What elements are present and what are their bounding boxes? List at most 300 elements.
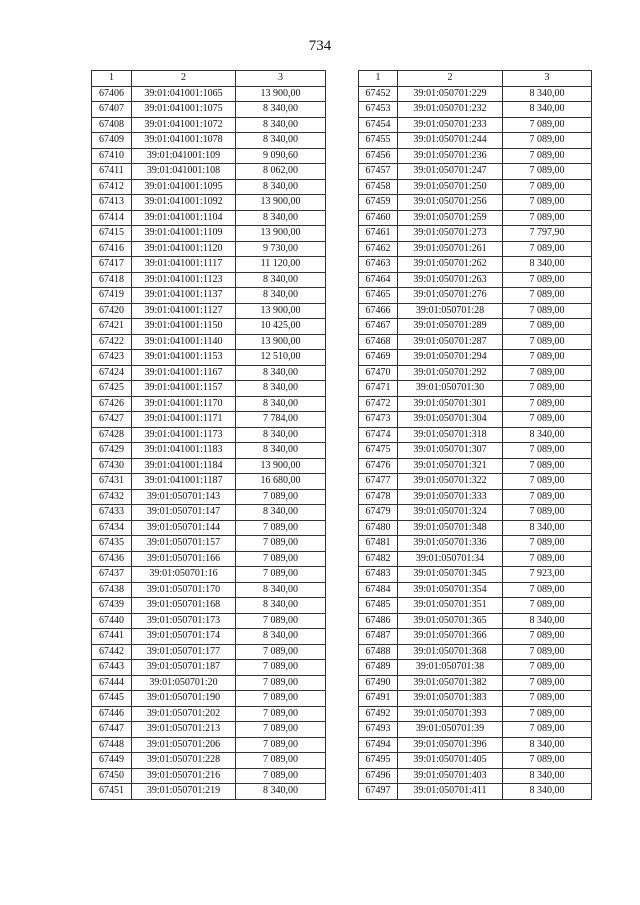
value-cell: 7 784,00 bbox=[236, 412, 326, 428]
table-row bbox=[92, 164, 326, 180]
value-cell: 7 089,00 bbox=[503, 412, 592, 428]
table-row bbox=[92, 784, 326, 800]
table-row bbox=[359, 303, 592, 319]
cadastral-number-cell: 39:01:041001:1137 bbox=[132, 288, 236, 304]
value-cell: 8 340,00 bbox=[236, 365, 326, 381]
table-row bbox=[92, 334, 326, 350]
table-row bbox=[359, 768, 592, 784]
column-header-3: 3 bbox=[236, 71, 326, 87]
row-number-cell: 67443 bbox=[92, 660, 132, 676]
table-row bbox=[359, 117, 592, 133]
row-number-cell: 67475 bbox=[359, 443, 398, 459]
value-cell: 7 089,00 bbox=[503, 241, 592, 257]
table-row bbox=[92, 644, 326, 660]
row-number-cell: 67426 bbox=[92, 396, 132, 412]
row-number-cell: 67447 bbox=[92, 722, 132, 738]
table-row bbox=[92, 458, 326, 474]
row-number-cell: 67429 bbox=[92, 443, 132, 459]
value-cell: 7 089,00 bbox=[236, 536, 326, 552]
row-number-cell: 67419 bbox=[92, 288, 132, 304]
table-row bbox=[359, 133, 592, 149]
table-row bbox=[359, 443, 592, 459]
cadastral-number-cell: 39:01:050701:232 bbox=[398, 102, 503, 118]
cadastral-number-cell: 39:01:050701:262 bbox=[398, 257, 503, 273]
row-number-cell: 67466 bbox=[359, 303, 398, 319]
table-row bbox=[92, 629, 326, 645]
cadastral-number-cell: 39:01:050701:28 bbox=[398, 303, 503, 319]
right-table bbox=[358, 70, 592, 800]
row-number-cell: 67433 bbox=[92, 505, 132, 521]
cadastral-number-cell: 39:01:041001:1153 bbox=[132, 350, 236, 366]
row-number-cell: 67435 bbox=[92, 536, 132, 552]
row-number-cell: 67424 bbox=[92, 365, 132, 381]
cadastral-number-cell: 39:01:041001:1170 bbox=[132, 396, 236, 412]
value-cell: 9 730,00 bbox=[236, 241, 326, 257]
table-row bbox=[359, 288, 592, 304]
value-cell: 7 089,00 bbox=[503, 148, 592, 164]
value-cell: 7 089,00 bbox=[503, 474, 592, 490]
table-row bbox=[359, 164, 592, 180]
table-row bbox=[359, 722, 592, 738]
value-cell: 10 425,00 bbox=[236, 319, 326, 335]
value-cell: 7 797,90 bbox=[503, 226, 592, 242]
value-cell: 8 340,00 bbox=[236, 102, 326, 118]
table-row bbox=[359, 226, 592, 242]
row-number-cell: 67421 bbox=[92, 319, 132, 335]
cadastral-number-cell: 39:01:050701:143 bbox=[132, 489, 236, 505]
table-row bbox=[92, 272, 326, 288]
table-row bbox=[359, 520, 592, 536]
value-cell: 7 089,00 bbox=[503, 288, 592, 304]
row-number-cell: 67415 bbox=[92, 226, 132, 242]
cadastral-number-cell: 39:01:041001:1127 bbox=[132, 303, 236, 319]
cadastral-number-cell: 39:01:041001:1150 bbox=[132, 319, 236, 335]
table-row bbox=[92, 582, 326, 598]
value-cell: 7 089,00 bbox=[236, 753, 326, 769]
table-row bbox=[92, 350, 326, 366]
right-table-body bbox=[359, 86, 592, 799]
row-number-cell: 67411 bbox=[92, 164, 132, 180]
value-cell: 7 089,00 bbox=[503, 396, 592, 412]
cadastral-number-cell: 39:01:050701:228 bbox=[132, 753, 236, 769]
cadastral-number-cell: 39:01:041001:108 bbox=[132, 164, 236, 180]
table-row bbox=[92, 319, 326, 335]
cadastral-number-cell: 39:01:041001:1104 bbox=[132, 210, 236, 226]
value-cell: 8 340,00 bbox=[503, 784, 592, 800]
table-row bbox=[359, 102, 592, 118]
value-cell: 11 120,00 bbox=[236, 257, 326, 273]
table-row bbox=[92, 396, 326, 412]
cadastral-number-cell: 39:01:050701:382 bbox=[398, 675, 503, 691]
row-number-cell: 67432 bbox=[92, 489, 132, 505]
table-row bbox=[92, 133, 326, 149]
cadastral-number-cell: 39:01:050701:144 bbox=[132, 520, 236, 536]
cadastral-number-cell: 39:01:050701:368 bbox=[398, 644, 503, 660]
value-cell: 7 089,00 bbox=[236, 613, 326, 629]
row-number-cell: 67408 bbox=[92, 117, 132, 133]
row-number-cell: 67423 bbox=[92, 350, 132, 366]
table-row bbox=[92, 567, 326, 583]
row-number-cell: 67462 bbox=[359, 241, 398, 257]
row-number-cell: 67489 bbox=[359, 660, 398, 676]
cadastral-number-cell: 39:01:050701:321 bbox=[398, 458, 503, 474]
value-cell: 7 089,00 bbox=[236, 520, 326, 536]
value-cell: 7 089,00 bbox=[503, 210, 592, 226]
table-row bbox=[359, 737, 592, 753]
row-number-cell: 67465 bbox=[359, 288, 398, 304]
value-cell: 7 089,00 bbox=[503, 319, 592, 335]
cadastral-number-cell: 39:01:050701:322 bbox=[398, 474, 503, 490]
row-number-cell: 67458 bbox=[359, 179, 398, 195]
table-row bbox=[359, 241, 592, 257]
cadastral-number-cell: 39:01:050701:289 bbox=[398, 319, 503, 335]
cadastral-number-cell: 39:01:050701:273 bbox=[398, 226, 503, 242]
value-cell: 8 340,00 bbox=[236, 443, 326, 459]
cadastral-number-cell: 39:01:050701:256 bbox=[398, 195, 503, 211]
value-cell: 7 089,00 bbox=[503, 458, 592, 474]
table-row bbox=[92, 722, 326, 738]
cadastral-number-cell: 39:01:050701:170 bbox=[132, 582, 236, 598]
cadastral-number-cell: 39:01:050701:294 bbox=[398, 350, 503, 366]
table-row bbox=[92, 505, 326, 521]
table-row bbox=[359, 210, 592, 226]
cadastral-number-cell: 39:01:050701:38 bbox=[398, 660, 503, 676]
row-number-cell: 67430 bbox=[92, 458, 132, 474]
cadastral-number-cell: 39:01:050701:202 bbox=[132, 706, 236, 722]
cadastral-number-cell: 39:01:050701:287 bbox=[398, 334, 503, 350]
row-number-cell: 67469 bbox=[359, 350, 398, 366]
row-number-cell: 67427 bbox=[92, 412, 132, 428]
cadastral-number-cell: 39:01:050701:247 bbox=[398, 164, 503, 180]
cadastral-number-cell: 39:01:050701:345 bbox=[398, 567, 503, 583]
table-row bbox=[359, 598, 592, 614]
table-row bbox=[359, 86, 592, 102]
row-number-cell: 67493 bbox=[359, 722, 398, 738]
row-number-cell: 67417 bbox=[92, 257, 132, 273]
table-row bbox=[92, 210, 326, 226]
table-row bbox=[359, 334, 592, 350]
cadastral-number-cell: 39:01:041001:1072 bbox=[132, 117, 236, 133]
value-cell: 7 089,00 bbox=[236, 768, 326, 784]
cadastral-number-cell: 39:01:050701:354 bbox=[398, 582, 503, 598]
cadastral-number-cell: 39:01:050701:405 bbox=[398, 753, 503, 769]
value-cell: 16 680,00 bbox=[236, 474, 326, 490]
row-number-cell: 67468 bbox=[359, 334, 398, 350]
value-cell: 8 340,00 bbox=[236, 505, 326, 521]
cadastral-number-cell: 39:01:050701:213 bbox=[132, 722, 236, 738]
row-number-cell: 67437 bbox=[92, 567, 132, 583]
cadastral-number-cell: 39:01:050701:366 bbox=[398, 629, 503, 645]
cadastral-number-cell: 39:01:050701:411 bbox=[398, 784, 503, 800]
cadastral-number-cell: 39:01:050701:318 bbox=[398, 427, 503, 443]
row-number-cell: 67481 bbox=[359, 536, 398, 552]
cadastral-number-cell: 39:01:050701:383 bbox=[398, 691, 503, 707]
row-number-cell: 67446 bbox=[92, 706, 132, 722]
table-row bbox=[92, 288, 326, 304]
cadastral-number-cell: 39:01:050701:157 bbox=[132, 536, 236, 552]
cadastral-number-cell: 39:01:041001:1117 bbox=[132, 257, 236, 273]
table-row bbox=[359, 257, 592, 273]
cadastral-number-cell: 39:01:041001:1157 bbox=[132, 381, 236, 397]
table-row bbox=[92, 691, 326, 707]
cadastral-number-cell: 39:01:041001:1092 bbox=[132, 195, 236, 211]
value-cell: 7 089,00 bbox=[503, 117, 592, 133]
value-cell: 7 089,00 bbox=[503, 644, 592, 660]
cadastral-number-cell: 39:01:050701:20 bbox=[132, 675, 236, 691]
value-cell: 7 089,00 bbox=[503, 489, 592, 505]
row-number-cell: 67491 bbox=[359, 691, 398, 707]
row-number-cell: 67445 bbox=[92, 691, 132, 707]
cadastral-number-cell: 39:01:041001:1173 bbox=[132, 427, 236, 443]
value-cell: 8 340,00 bbox=[236, 784, 326, 800]
column-header-2: 2 bbox=[398, 71, 503, 87]
row-number-cell: 67441 bbox=[92, 629, 132, 645]
table-row bbox=[92, 86, 326, 102]
row-number-cell: 67457 bbox=[359, 164, 398, 180]
row-number-cell: 67467 bbox=[359, 319, 398, 335]
value-cell: 13 900,00 bbox=[236, 195, 326, 211]
row-number-cell: 67413 bbox=[92, 195, 132, 211]
cadastral-number-cell: 39:01:041001:1075 bbox=[132, 102, 236, 118]
cadastral-number-cell: 39:01:050701:39 bbox=[398, 722, 503, 738]
left-table-body bbox=[92, 86, 326, 799]
value-cell: 13 900,00 bbox=[236, 86, 326, 102]
row-number-cell: 67463 bbox=[359, 257, 398, 273]
value-cell: 7 089,00 bbox=[503, 443, 592, 459]
column-header-1: 1 bbox=[359, 71, 398, 87]
row-number-cell: 67492 bbox=[359, 706, 398, 722]
cadastral-number-cell: 39:01:041001:1078 bbox=[132, 133, 236, 149]
value-cell: 7 089,00 bbox=[503, 660, 592, 676]
cadastral-number-cell: 39:01:041001:1187 bbox=[132, 474, 236, 490]
cadastral-number-cell: 39:01:050701:304 bbox=[398, 412, 503, 428]
table-row bbox=[359, 474, 592, 490]
value-cell: 7 089,00 bbox=[503, 505, 592, 521]
cadastral-number-cell: 39:01:050701:177 bbox=[132, 644, 236, 660]
value-cell: 7 089,00 bbox=[503, 133, 592, 149]
cadastral-number-cell: 39:01:050701:219 bbox=[132, 784, 236, 800]
row-number-cell: 67461 bbox=[359, 226, 398, 242]
cadastral-number-cell: 39:01:050701:229 bbox=[398, 86, 503, 102]
table-row bbox=[359, 365, 592, 381]
cadastral-number-cell: 39:01:050701:236 bbox=[398, 148, 503, 164]
cadastral-number-cell: 39:01:050701:292 bbox=[398, 365, 503, 381]
value-cell: 7 089,00 bbox=[503, 536, 592, 552]
value-cell: 8 340,00 bbox=[503, 737, 592, 753]
table-row bbox=[92, 195, 326, 211]
value-cell: 7 089,00 bbox=[503, 179, 592, 195]
table-row bbox=[92, 660, 326, 676]
header-row bbox=[359, 71, 592, 87]
value-cell: 8 340,00 bbox=[503, 520, 592, 536]
cadastral-number-cell: 39:01:041001:109 bbox=[132, 148, 236, 164]
cadastral-number-cell: 39:01:050701:233 bbox=[398, 117, 503, 133]
value-cell: 13 900,00 bbox=[236, 226, 326, 242]
cadastral-number-cell: 39:01:041001:1183 bbox=[132, 443, 236, 459]
cadastral-number-cell: 39:01:041001:1065 bbox=[132, 86, 236, 102]
table-row bbox=[359, 381, 592, 397]
column-header-1: 1 bbox=[92, 71, 132, 87]
value-cell: 8 340,00 bbox=[236, 629, 326, 645]
table-row bbox=[359, 148, 592, 164]
row-number-cell: 67448 bbox=[92, 737, 132, 753]
cadastral-number-cell: 39:01:050701:393 bbox=[398, 706, 503, 722]
value-cell: 8 340,00 bbox=[236, 598, 326, 614]
header-row bbox=[92, 71, 326, 87]
table-row bbox=[359, 567, 592, 583]
cadastral-number-cell: 39:01:050701:168 bbox=[132, 598, 236, 614]
value-cell: 7 089,00 bbox=[503, 303, 592, 319]
value-cell: 8 340,00 bbox=[236, 179, 326, 195]
value-cell: 7 089,00 bbox=[503, 675, 592, 691]
table-row bbox=[359, 582, 592, 598]
table-row bbox=[92, 474, 326, 490]
value-cell: 7 923,00 bbox=[503, 567, 592, 583]
table-row bbox=[92, 768, 326, 784]
row-number-cell: 67480 bbox=[359, 520, 398, 536]
table-row bbox=[359, 753, 592, 769]
cadastral-number-cell: 39:01:050701:147 bbox=[132, 505, 236, 521]
cadastral-number-cell: 39:01:041001:1109 bbox=[132, 226, 236, 242]
value-cell: 7 089,00 bbox=[236, 567, 326, 583]
cadastral-number-cell: 39:01:050701:261 bbox=[398, 241, 503, 257]
value-cell: 13 900,00 bbox=[236, 458, 326, 474]
value-cell: 7 089,00 bbox=[236, 722, 326, 738]
cadastral-number-cell: 39:01:050701:403 bbox=[398, 768, 503, 784]
value-cell: 7 089,00 bbox=[503, 582, 592, 598]
value-cell: 7 089,00 bbox=[503, 365, 592, 381]
row-number-cell: 67464 bbox=[359, 272, 398, 288]
value-cell: 8 340,00 bbox=[236, 210, 326, 226]
row-number-cell: 67484 bbox=[359, 582, 398, 598]
table-row bbox=[92, 102, 326, 118]
row-number-cell: 67438 bbox=[92, 582, 132, 598]
cadastral-number-cell: 39:01:050701:16 bbox=[132, 567, 236, 583]
column-header-3: 3 bbox=[503, 71, 592, 87]
table-row bbox=[359, 350, 592, 366]
row-number-cell: 67494 bbox=[359, 737, 398, 753]
value-cell: 7 089,00 bbox=[503, 691, 592, 707]
value-cell: 7 089,00 bbox=[503, 629, 592, 645]
table-row bbox=[359, 319, 592, 335]
value-cell: 7 089,00 bbox=[503, 381, 592, 397]
column-header-2: 2 bbox=[132, 71, 236, 87]
cadastral-number-cell: 39:01:050701:216 bbox=[132, 768, 236, 784]
cadastral-number-cell: 39:01:050701:276 bbox=[398, 288, 503, 304]
value-cell: 8 340,00 bbox=[503, 102, 592, 118]
table-row bbox=[359, 784, 592, 800]
row-number-cell: 67406 bbox=[92, 86, 132, 102]
cadastral-number-cell: 39:01:050701:336 bbox=[398, 536, 503, 552]
table-row bbox=[92, 303, 326, 319]
row-number-cell: 67409 bbox=[92, 133, 132, 149]
table-row bbox=[359, 660, 592, 676]
cadastral-number-cell: 39:01:041001:1184 bbox=[132, 458, 236, 474]
row-number-cell: 67479 bbox=[359, 505, 398, 521]
table-row bbox=[92, 706, 326, 722]
table-row bbox=[359, 691, 592, 707]
row-number-cell: 67449 bbox=[92, 753, 132, 769]
value-cell: 7 089,00 bbox=[503, 753, 592, 769]
value-cell: 8 340,00 bbox=[236, 582, 326, 598]
cadastral-number-cell: 39:01:050701:259 bbox=[398, 210, 503, 226]
table-row bbox=[92, 536, 326, 552]
table-row bbox=[92, 179, 326, 195]
cadastral-number-cell: 39:01:050701:190 bbox=[132, 691, 236, 707]
value-cell: 13 900,00 bbox=[236, 303, 326, 319]
value-cell: 7 089,00 bbox=[236, 675, 326, 691]
table-row bbox=[92, 381, 326, 397]
row-number-cell: 67442 bbox=[92, 644, 132, 660]
value-cell: 7 089,00 bbox=[503, 334, 592, 350]
cadastral-number-cell: 39:01:050701:34 bbox=[398, 551, 503, 567]
cadastral-number-cell: 39:01:050701:244 bbox=[398, 133, 503, 149]
value-cell: 7 089,00 bbox=[503, 706, 592, 722]
cadastral-number-cell: 39:01:050701:173 bbox=[132, 613, 236, 629]
cadastral-number-cell: 39:01:050701:206 bbox=[132, 737, 236, 753]
row-number-cell: 67428 bbox=[92, 427, 132, 443]
row-number-cell: 67455 bbox=[359, 133, 398, 149]
cadastral-number-cell: 39:01:050701:365 bbox=[398, 613, 503, 629]
table-row bbox=[92, 241, 326, 257]
value-cell: 7 089,00 bbox=[236, 706, 326, 722]
table-row bbox=[359, 412, 592, 428]
cadastral-number-cell: 39:01:041001:1171 bbox=[132, 412, 236, 428]
table-row bbox=[92, 613, 326, 629]
table-row bbox=[359, 272, 592, 288]
table-row bbox=[92, 148, 326, 164]
row-number-cell: 67452 bbox=[359, 86, 398, 102]
table-row bbox=[92, 737, 326, 753]
row-number-cell: 67496 bbox=[359, 768, 398, 784]
row-number-cell: 67497 bbox=[359, 784, 398, 800]
row-number-cell: 67486 bbox=[359, 613, 398, 629]
row-number-cell: 67439 bbox=[92, 598, 132, 614]
value-cell: 8 340,00 bbox=[236, 133, 326, 149]
row-number-cell: 67434 bbox=[92, 520, 132, 536]
value-cell: 7 089,00 bbox=[236, 691, 326, 707]
cadastral-number-cell: 39:01:050701:250 bbox=[398, 179, 503, 195]
page-number: 734 bbox=[308, 38, 332, 54]
table-row bbox=[359, 396, 592, 412]
cadastral-number-cell: 39:01:050701:263 bbox=[398, 272, 503, 288]
value-cell: 7 089,00 bbox=[503, 551, 592, 567]
value-cell: 7 089,00 bbox=[236, 551, 326, 567]
cadastral-number-cell: 39:01:050701:166 bbox=[132, 551, 236, 567]
left-table bbox=[91, 70, 326, 800]
row-number-cell: 67451 bbox=[92, 784, 132, 800]
value-cell: 8 340,00 bbox=[503, 613, 592, 629]
cadastral-number-cell: 39:01:050701:307 bbox=[398, 443, 503, 459]
row-number-cell: 67495 bbox=[359, 753, 398, 769]
row-number-cell: 67453 bbox=[359, 102, 398, 118]
row-number-cell: 67418 bbox=[92, 272, 132, 288]
row-number-cell: 67440 bbox=[92, 613, 132, 629]
row-number-cell: 67420 bbox=[92, 303, 132, 319]
row-number-cell: 67416 bbox=[92, 241, 132, 257]
table-row bbox=[92, 226, 326, 242]
row-number-cell: 67454 bbox=[359, 117, 398, 133]
row-number-cell: 67444 bbox=[92, 675, 132, 691]
row-number-cell: 67490 bbox=[359, 675, 398, 691]
cadastral-number-cell: 39:01:050701:348 bbox=[398, 520, 503, 536]
table-row bbox=[92, 675, 326, 691]
cadastral-number-cell: 39:01:050701:30 bbox=[398, 381, 503, 397]
row-number-cell: 67488 bbox=[359, 644, 398, 660]
row-number-cell: 67487 bbox=[359, 629, 398, 645]
row-number-cell: 67422 bbox=[92, 334, 132, 350]
row-number-cell: 67456 bbox=[359, 148, 398, 164]
